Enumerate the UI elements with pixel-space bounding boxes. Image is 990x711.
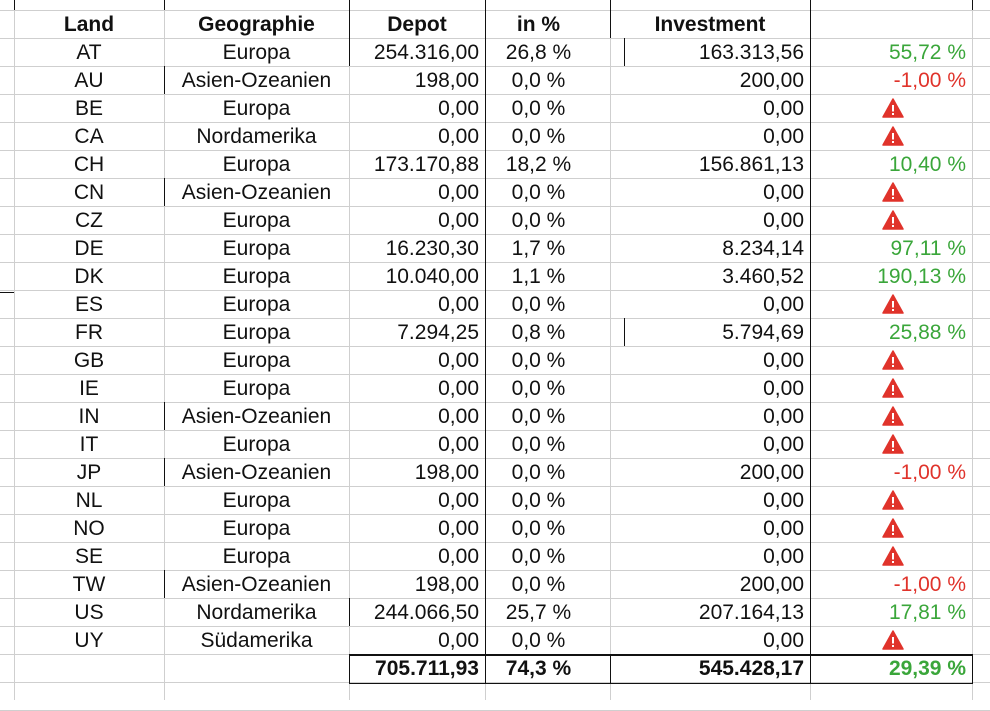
cell-depot[interactable]: 0,00: [438, 433, 479, 456]
cell-border: [624, 38, 625, 66]
cell-border: [810, 66, 811, 94]
cell-change[interactable]: 25,88 %: [888, 321, 966, 344]
cell-land[interactable]: DE: [74, 237, 104, 260]
cell-in-percent[interactable]: 0,0 %: [511, 573, 566, 596]
cell-border: [485, 38, 486, 66]
warning-triangle-icon: [882, 349, 904, 369]
total-in-percent[interactable]: 74,3 %: [505, 657, 572, 680]
cell-land[interactable]: NO: [73, 517, 105, 540]
cell-change[interactable]: -1,00 %: [893, 573, 966, 596]
cell-border: [810, 38, 811, 66]
cell-land[interactable]: TW: [72, 573, 106, 596]
cell-border: [810, 290, 811, 318]
cell-border: [610, 654, 611, 684]
cell-border: [349, 38, 350, 66]
cell-geographie[interactable]: Asien-Ozeanien: [181, 69, 332, 92]
cell-border: [485, 206, 486, 234]
cell-border: [485, 458, 486, 486]
header-depot[interactable]: Depot: [387, 13, 447, 36]
cell-geographie[interactable]: Nordamerika: [196, 125, 317, 148]
cell-in-percent[interactable]: 0,0 %: [511, 125, 566, 148]
cell-change[interactable]: 17,81 %: [888, 601, 966, 624]
cell-depot[interactable]: 0,00: [438, 377, 479, 400]
cell-geographie[interactable]: Europa: [222, 377, 291, 400]
cell-investment[interactable]: 0,00: [763, 125, 804, 148]
warning-triangle-icon: [882, 125, 904, 145]
cell-investment[interactable]: 0,00: [763, 209, 804, 232]
cell-in-percent[interactable]: 26,8 %: [505, 41, 572, 64]
table-row: [0, 486, 990, 514]
cell-border: [349, 0, 350, 10]
cell-in-percent[interactable]: 18,2 %: [505, 153, 572, 176]
header-land[interactable]: Land: [63, 13, 115, 36]
cell-border: [164, 458, 165, 486]
warning-triangle-icon: [882, 293, 904, 313]
cell-border: [810, 318, 811, 346]
cell-land[interactable]: CN: [73, 181, 105, 204]
cell-land[interactable]: GB: [73, 349, 105, 372]
cell-border: [810, 206, 811, 234]
totals-row: [0, 654, 990, 682]
cell-border: [485, 430, 486, 458]
cell-border: [349, 10, 350, 38]
cell-depot[interactable]: 0,00: [438, 489, 479, 512]
cell-land[interactable]: DK: [74, 265, 104, 288]
header-investment[interactable]: Investment: [654, 13, 766, 36]
cell-change[interactable]: [810, 514, 972, 542]
warning-triangle-icon: [882, 545, 904, 565]
cell-land[interactable]: FR: [75, 321, 103, 344]
cell-depot[interactable]: 7.294,25: [397, 321, 479, 344]
header-row: [0, 10, 990, 38]
cell-depot[interactable]: 16.230,30: [385, 237, 479, 260]
cell-investment[interactable]: 0,00: [763, 517, 804, 540]
cell-border: [810, 486, 811, 514]
cell-border: [164, 570, 165, 598]
cell-border: [485, 486, 486, 514]
cell-land[interactable]: ES: [74, 293, 103, 316]
cell-border: [810, 626, 811, 654]
cell-in-percent[interactable]: 0,0 %: [511, 629, 566, 652]
cell-border: [610, 10, 611, 38]
cell-border: [485, 598, 486, 626]
cell-border: [485, 0, 486, 10]
cell-geographie[interactable]: Europa: [222, 293, 291, 316]
cell-border: [810, 10, 811, 38]
cell-investment[interactable]: 0,00: [763, 405, 804, 428]
cell-change[interactable]: -1,00 %: [893, 461, 966, 484]
cell-land[interactable]: IT: [79, 433, 99, 456]
cell-geographie[interactable]: Südamerika: [200, 629, 313, 652]
cell-land[interactable]: NL: [75, 489, 103, 512]
warning-triangle-icon: [882, 97, 904, 117]
cell-geographie[interactable]: Europa: [222, 153, 291, 176]
cell-border: [610, 0, 611, 10]
cell-land[interactable]: JP: [76, 461, 102, 484]
cell-land[interactable]: US: [74, 601, 104, 624]
cell-border: [485, 542, 486, 570]
cell-border: [810, 374, 811, 402]
cell-border: [485, 346, 486, 374]
table-row: [0, 234, 990, 262]
cell-border: [810, 542, 811, 570]
cell-change[interactable]: 190,13 %: [877, 265, 966, 288]
cell-investment[interactable]: 200,00: [739, 461, 804, 484]
cell-change[interactable]: [810, 178, 972, 206]
table-row: [0, 150, 990, 178]
cell-in-percent[interactable]: 0,0 %: [511, 405, 566, 428]
cell-in-percent[interactable]: 0,0 %: [511, 489, 566, 512]
table-row: [0, 94, 990, 122]
total-change[interactable]: 29,39 %: [888, 657, 966, 680]
cell-geographie[interactable]: [164, 654, 349, 682]
cell-investment[interactable]: 207.164,13: [698, 601, 804, 624]
cell-depot[interactable]: 198,00: [414, 69, 479, 92]
cell-investment[interactable]: 0,00: [763, 629, 804, 652]
cell-border: [972, 0, 973, 10]
total-depot[interactable]: 705.711,93: [375, 657, 479, 680]
cell-in-percent[interactable]: 0,0 %: [511, 349, 566, 372]
cell-in-percent[interactable]: 0,0 %: [511, 209, 566, 232]
table-row: [0, 402, 990, 430]
cell-land[interactable]: AU: [74, 69, 104, 92]
cell-investment[interactable]: 0,00: [763, 545, 804, 568]
cell-border: [0, 292, 14, 293]
cell-change[interactable]: [810, 206, 972, 234]
cell-depot[interactable]: 10.040,00: [385, 265, 479, 288]
cell-in-percent[interactable]: 1,7 %: [511, 237, 566, 260]
cell-in-percent[interactable]: 0,0 %: [511, 545, 566, 568]
cell-border: [810, 402, 811, 430]
cell-geographie[interactable]: Nordamerika: [196, 601, 317, 624]
cell-depot[interactable]: 0,00: [438, 629, 479, 652]
table-row: [0, 626, 990, 654]
cell-depot[interactable]: 254.316,00: [373, 41, 479, 64]
cell-border: [164, 66, 165, 94]
cell-depot[interactable]: 173.170,88: [373, 153, 479, 176]
cell-change[interactable]: [810, 346, 972, 374]
header-in-percent[interactable]: in %: [516, 13, 561, 36]
cell-border: [810, 654, 811, 684]
cell-investment[interactable]: 0,00: [763, 293, 804, 316]
table-row: [0, 122, 990, 150]
cell-border: [810, 122, 811, 150]
header-change[interactable]: [810, 10, 972, 38]
cell-land[interactable]: UY: [74, 629, 104, 652]
table-row: [0, 542, 990, 570]
cell-investment[interactable]: 8.234,14: [722, 237, 804, 260]
cell-change[interactable]: -1,00 %: [893, 69, 966, 92]
warning-triangle-icon: [882, 377, 904, 397]
cell-border: [485, 94, 486, 122]
warning-triangle-icon: [882, 489, 904, 509]
cell-border: [810, 234, 811, 262]
warning-triangle-icon: [882, 629, 904, 649]
table-row: [0, 38, 990, 66]
cell-investment[interactable]: 156.861,13: [698, 153, 804, 176]
table-row: [0, 514, 990, 542]
cell-border: [810, 346, 811, 374]
table-row: [0, 206, 990, 234]
cell-in-percent[interactable]: 0,0 %: [511, 433, 566, 456]
table-row: [0, 262, 990, 290]
cell-investment[interactable]: 0,00: [763, 181, 804, 204]
cell-geographie[interactable]: Asien-Ozeanien: [181, 181, 332, 204]
warning-triangle-icon: [882, 517, 904, 537]
table-row: [0, 346, 990, 374]
cell-change[interactable]: [810, 290, 972, 318]
cell-change[interactable]: [810, 402, 972, 430]
header-geographie[interactable]: Geographie: [198, 13, 315, 36]
cell-geographie[interactable]: Europa: [222, 517, 291, 540]
cell-investment[interactable]: 163.313,56: [698, 41, 804, 64]
cell-border: [485, 10, 486, 38]
cell-in-percent[interactable]: 25,7 %: [505, 601, 572, 624]
cell-border: [485, 374, 486, 402]
table-row: [0, 598, 990, 626]
cell-in-percent[interactable]: 0,0 %: [511, 377, 566, 400]
cell-land[interactable]: CA: [74, 125, 104, 148]
table-row: [0, 570, 990, 598]
cell-in-percent[interactable]: 1,1 %: [511, 265, 566, 288]
cell-depot[interactable]: 0,00: [438, 125, 479, 148]
cell-in-percent[interactable]: 0,8 %: [511, 321, 566, 344]
cell-in-percent[interactable]: 0,0 %: [511, 461, 566, 484]
table-row: [0, 374, 990, 402]
cell-border: [14, 0, 15, 10]
cell-geographie[interactable]: Asien-Ozeanien: [181, 405, 332, 428]
cell-depot[interactable]: 198,00: [414, 461, 479, 484]
cell-geographie[interactable]: Europa: [222, 237, 291, 260]
cell-land[interactable]: IE: [79, 377, 99, 400]
cell-investment[interactable]: 200,00: [739, 69, 804, 92]
cell-border: [485, 654, 486, 684]
table-row: [0, 458, 990, 486]
cell-depot[interactable]: 0,00: [438, 405, 479, 428]
cell-geographie[interactable]: Europa: [222, 349, 291, 372]
cell-border: [485, 150, 486, 178]
cell-land[interactable]: SE: [74, 545, 103, 568]
warning-triangle-icon: [882, 433, 904, 453]
cell-change[interactable]: [810, 94, 972, 122]
cell-border: [810, 458, 811, 486]
cell-border: [485, 66, 486, 94]
cell-border: [485, 570, 486, 598]
cell-in-percent[interactable]: 0,0 %: [511, 181, 566, 204]
cell-depot[interactable]: 0,00: [438, 97, 479, 120]
cell-border: [485, 626, 486, 654]
warning-triangle-icon: [882, 405, 904, 425]
cell-border: [349, 654, 350, 684]
cell-depot[interactable]: 198,00: [414, 573, 479, 596]
cell-land[interactable]: CH: [73, 153, 105, 176]
cell-border: [485, 290, 486, 318]
cell-border: [972, 654, 973, 684]
cell-change[interactable]: [810, 430, 972, 458]
cell-investment[interactable]: 200,00: [739, 573, 804, 596]
cell-border: [164, 402, 165, 430]
cell-border: [485, 178, 486, 206]
table-row: [0, 430, 990, 458]
cell-border: [164, 0, 165, 10]
cell-land[interactable]: [14, 654, 164, 682]
table-row: [0, 318, 990, 346]
cell-border: [349, 683, 973, 684]
cell-investment[interactable]: 5.794,69: [722, 321, 804, 344]
cell-border: [810, 598, 811, 626]
cell-border: [810, 430, 811, 458]
cell-border: [485, 514, 486, 542]
cell-depot[interactable]: 0,00: [438, 349, 479, 372]
cell-border: [810, 150, 811, 178]
cell-investment[interactable]: 0,00: [763, 433, 804, 456]
cell-change[interactable]: [810, 542, 972, 570]
cell-border: [810, 514, 811, 542]
cell-geographie[interactable]: Europa: [222, 97, 291, 120]
cell-border: [810, 0, 811, 10]
cell-depot[interactable]: 0,00: [438, 181, 479, 204]
cell-in-percent[interactable]: 0,0 %: [511, 293, 566, 316]
cell-geographie[interactable]: Europa: [222, 41, 291, 64]
cell-change[interactable]: [810, 486, 972, 514]
cell-depot[interactable]: 0,00: [438, 293, 479, 316]
table-row: [0, 66, 990, 94]
cell-border: [164, 178, 165, 206]
cell-geographie[interactable]: Asien-Ozeanien: [181, 573, 332, 596]
cell-change[interactable]: [810, 122, 972, 150]
warning-triangle-icon: [882, 181, 904, 201]
table-row: [0, 178, 990, 206]
cell-border: [810, 262, 811, 290]
total-investment[interactable]: 545.428,17: [698, 657, 804, 680]
cell-depot[interactable]: 0,00: [438, 209, 479, 232]
cell-land[interactable]: IN: [78, 405, 100, 428]
warning-triangle-icon: [882, 209, 904, 229]
table-row: [0, 290, 990, 318]
cell-border: [485, 122, 486, 150]
cell-border: [624, 318, 625, 346]
cell-geographie[interactable]: Europa: [222, 545, 291, 568]
cell-change[interactable]: 55,72 %: [888, 41, 966, 64]
cell-in-percent[interactable]: 0,0 %: [511, 69, 566, 92]
cell-change[interactable]: [810, 626, 972, 654]
cell-change[interactable]: [810, 374, 972, 402]
cell-investment[interactable]: 0,00: [763, 349, 804, 372]
cell-geographie[interactable]: Europa: [222, 209, 291, 232]
cell-geographie[interactable]: Asien-Ozeanien: [181, 461, 332, 484]
cell-border: [485, 402, 486, 430]
cell-land[interactable]: AT: [76, 41, 102, 64]
cell-border: [485, 318, 486, 346]
cell-border: [810, 570, 811, 598]
cell-change[interactable]: 10,40 %: [888, 153, 966, 176]
cell-border: [810, 178, 811, 206]
cell-geographie[interactable]: Europa: [222, 321, 291, 344]
cell-geographie[interactable]: Europa: [222, 433, 291, 456]
cell-depot[interactable]: 0,00: [438, 545, 479, 568]
cell-border: [485, 262, 486, 290]
cell-investment[interactable]: 0,00: [763, 489, 804, 512]
cell-geographie[interactable]: Europa: [222, 265, 291, 288]
cell-border: [349, 598, 350, 626]
cell-border: [485, 234, 486, 262]
cell-in-percent[interactable]: 0,0 %: [511, 517, 566, 540]
cell-geographie[interactable]: Europa: [222, 489, 291, 512]
cell-border: [810, 94, 811, 122]
cell-investment[interactable]: 3.460,52: [722, 265, 804, 288]
cell-change[interactable]: 97,11 %: [890, 237, 966, 260]
cell-in-percent[interactable]: 0,0 %: [511, 97, 566, 120]
cell-depot[interactable]: 0,00: [438, 517, 479, 540]
cell-investment[interactable]: 0,00: [763, 97, 804, 120]
cell-depot[interactable]: 244.066,50: [373, 601, 479, 624]
cell-investment[interactable]: 0,00: [763, 377, 804, 400]
cell-land[interactable]: CZ: [75, 209, 103, 232]
cell-border: [349, 654, 972, 656]
cell-land[interactable]: BE: [74, 97, 103, 120]
